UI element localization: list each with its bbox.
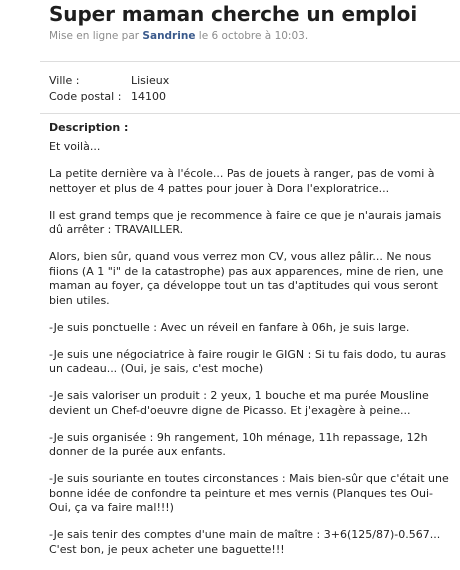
city-label: Ville : (49, 74, 80, 87)
description-paragraph: Et voilà... (49, 140, 101, 153)
city-value: Lisieux (131, 74, 170, 87)
author-link[interactable]: Sandrine (142, 30, 196, 42)
postal-value: 14100 (131, 90, 166, 103)
description-paragraph: -Je suis une négociatrice à faire rougir le GIGN : Si tu fais dodo, tu auras un cadeau... (Oui, je sais, c'est moche) (49, 347, 446, 375)
listing-title: Super maman cherche un emploi (49, 2, 418, 26)
description-paragraph: -Je sais valoriser un produit : 2 yeux, 1 bouche et ma purée Mousline devient un Chef-d'oeuvre digne de Picasso. Et j'exagère à peine... (49, 389, 429, 417)
description-paragraph: Il est grand temps que je recommence à faire ce que je n'aurais jamais dû arrêter : TRAVAILLER. (49, 208, 442, 236)
divider (40, 61, 460, 62)
meta-date: le 6 octobre à 10:03. (198, 30, 309, 42)
listing-meta (49, 30, 308, 42)
description-heading: Description : (49, 121, 129, 134)
divider (40, 113, 460, 114)
postal-label: Code postal : (49, 90, 122, 103)
description-paragraph: -Je suis organisée : 9h rangement, 10h ménage, 11h repassage, 12h donner de la purée aux enfants. (49, 430, 428, 458)
description-paragraph: Alors, bien sûr, quand vous verrez mon CV, vous allez pâlir... Ne nous fiions (A 1 "i" de la catastrophe) pas aux apparences, mine de rien, une maman au foyer, ça développe tout un tas d'aptitudes qui vous seront bien utiles. (49, 250, 444, 307)
description-paragraph: La petite dernière va à l'école... Pas de jouets à ranger, pas de vomi à nettoyer et plus de 4 pattes pour jouer à Dora l'exploratrice... (49, 167, 435, 195)
description-paragraph: -Je suis ponctuelle : Avec un réveil en fanfare à 06h, je suis large. (49, 320, 410, 334)
description-paragraph: -Je suis souriante en toutes circonstances : Mais bien-sûr que c'était une bonne idée de confondre ta peinture et mes vernis (Planques tes Oui-Oui, ça va faire mal!!!) (49, 472, 449, 514)
meta-prefix: Mise en ligne par (49, 30, 140, 42)
description-paragraph: -Je sais tenir des comptes d'une main de maître : 3+6(125/87)-0.567... C'est bon, je peux acheter une baguette!!! (49, 528, 441, 556)
description-body (49, 140, 454, 570)
